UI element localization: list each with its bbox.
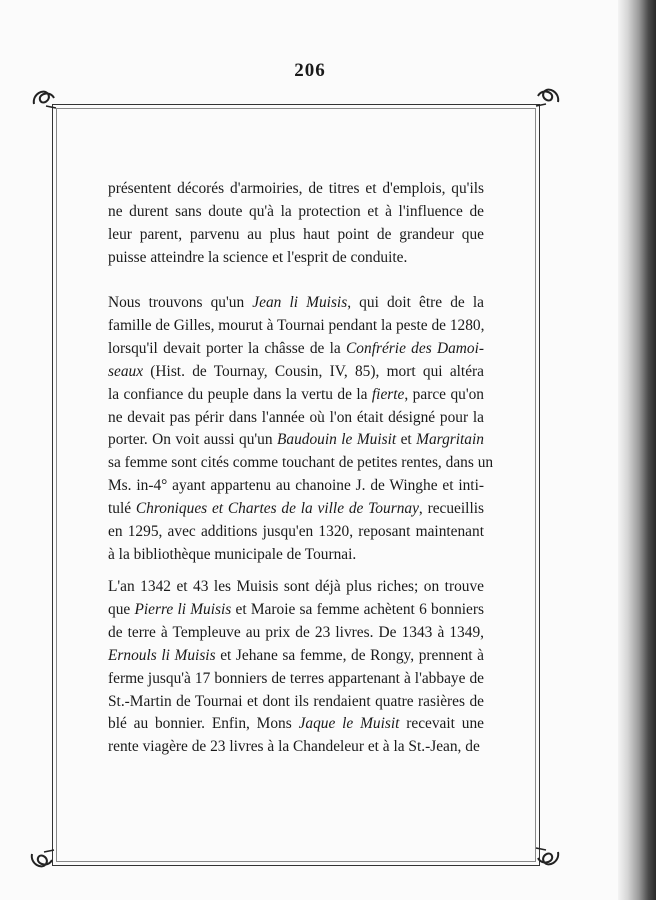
text-line: tulé Chroniques et Chartes de la ville de Tournay, recueillis <box>108 500 484 518</box>
paragraph-1 <box>108 178 484 270</box>
text-line: seaux (Hist. de Tournay, Cousin, IV, 85), mort qui altéra <box>108 362 484 380</box>
italic-text: seaux <box>108 362 144 380</box>
text-line: Ms. in-4° ayant appartenu au chanoine J. de Winghe et inti- <box>108 477 484 495</box>
text-line: St.-Martin de Tournai et dont ils rendaient quatre rasières de <box>108 692 484 710</box>
text-line: Ernouls li Muisis et Jehane sa femme, de Rongy, prennent à <box>108 646 484 664</box>
page-gutter-shadow <box>618 0 656 900</box>
corner-ornament-icon <box>534 82 562 110</box>
paragraph-2 <box>108 292 494 567</box>
italic-text: Jean li Muisis <box>252 294 348 311</box>
text-line: Nous trouvons qu'un Jean li Muisis, qui doit être de la <box>108 294 484 311</box>
text-line: la confiance du peuple dans la vertu de la fierte, parce qu'on <box>108 385 484 403</box>
text-line: puisse atteindre la science et l'esprit de conduite. <box>108 248 408 266</box>
text-line: que Pierre li Muisis et Maroie sa femme achètent 6 bonniers <box>108 600 484 618</box>
text-line: ne devait pas périr dans l'année où l'on était désigné pour la <box>108 408 484 426</box>
text-line: en 1295, avec additions jusqu'en 1320, reposant maintenant <box>108 523 484 541</box>
text-line: rente viagère de 23 livres à la Chandeleur et à la St.-Jean, de <box>108 738 480 756</box>
text-line: lorsqu'il devait porter la châsse de la Confrérie des Damoi- <box>108 339 484 357</box>
text-line: présentent décorés d'armoiries, de titres et d'emplois, qu'ils <box>108 180 484 197</box>
italic-text: fierte <box>371 385 405 403</box>
italic-text: Jaque le Muisit <box>298 715 400 733</box>
italic-text: Chroniques et Chartes de la ville de Tournay <box>135 500 419 518</box>
corner-ornament-icon <box>28 846 56 874</box>
text-line: famille de Gilles, mourut à Tournai pendant la peste de 1280, <box>108 316 485 334</box>
italic-text: Ernouls li Muisis <box>108 646 216 664</box>
text-line: ne durent sans doute qu'à la protection et à l'influence de <box>108 202 484 220</box>
corner-ornament-icon <box>30 84 58 112</box>
italic-text: Confrérie des Damoi- <box>346 339 484 357</box>
text-line: leur parent, parvenu au plus haut point de grandeur que <box>108 225 484 243</box>
text-line: sa femme sont cités comme touchant de petites rentes, dans un <box>108 454 494 472</box>
text-line: porter. On voit aussi qu'un Baudouin le Muisit et Margritain <box>108 431 484 449</box>
text-line: L'an 1342 et 43 les Muisis sont déjà plus riches; on trouve <box>108 578 484 595</box>
italic-text: Pierre li Muisis <box>134 600 232 618</box>
page-number: 206 <box>294 60 326 81</box>
corner-ornament-icon <box>534 844 562 872</box>
text-line: ferme jusqu'à 17 bonniers de terres appartenant à l'abbaye de <box>108 669 484 687</box>
text-line: de terre à Templeuve au prix de 23 livres. De 1343 à 1349, <box>108 623 484 641</box>
paragraph-3 <box>108 576 484 759</box>
italic-text: Baudouin le Muisit <box>277 431 397 449</box>
text-line: à la bibliothèque municipale de Tournai. <box>108 545 357 563</box>
italic-text: Margritain <box>416 431 484 449</box>
text-line: blé au bonnier. Enfin, Mons Jaque le Muisit recevait une <box>108 715 484 733</box>
